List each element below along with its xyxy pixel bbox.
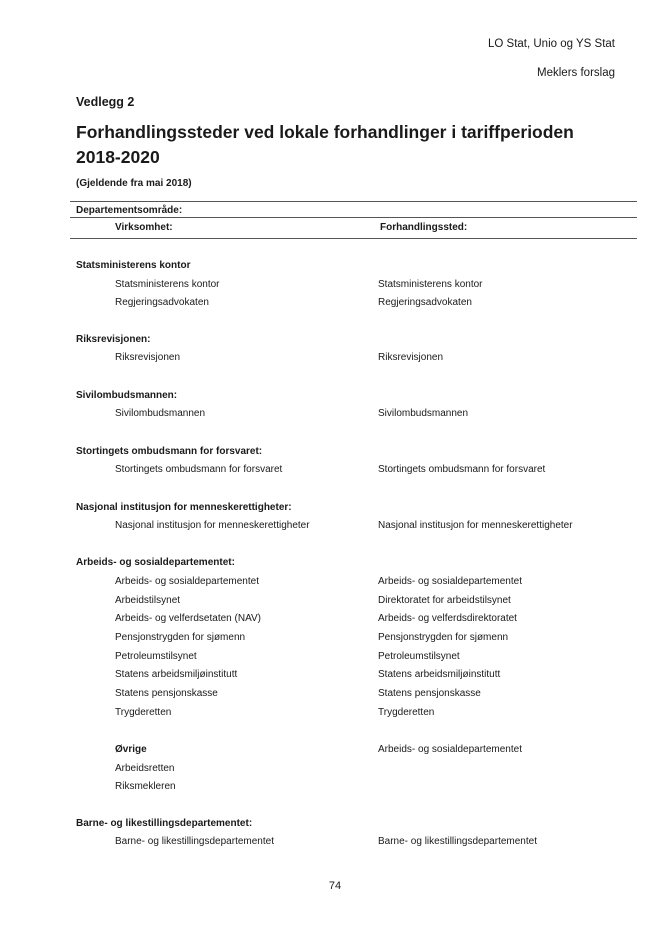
- section-heading: Riksrevisjonen:: [76, 334, 151, 345]
- place-cell: Nasjonal institusjon for menneskerettigheter: [378, 520, 573, 531]
- business-cell: Trygderetten: [115, 707, 172, 718]
- place-cell: Barne- og likestillingsdepartementet: [378, 836, 537, 847]
- business-cell: Statens pensjonskasse: [115, 688, 218, 699]
- table-mid-rule: [70, 217, 637, 218]
- business-cell: Nasjonal institusjon for menneskerettigheter: [115, 520, 310, 531]
- appendix-label: Vedlegg 2: [76, 95, 135, 109]
- place-cell: Arbeids- og sosialdepartementet: [378, 744, 522, 755]
- column-header-department-area: Departementsområde:: [76, 205, 183, 216]
- column-header-negotiation-place: Forhandlingssted:: [380, 222, 468, 233]
- header-proposal-line: Meklers forslag: [537, 67, 615, 79]
- business-cell: Arbeids- og velferdsetaten (NAV): [115, 613, 261, 624]
- business-cell: Sivilombudsmannen: [115, 408, 206, 419]
- header-org-line: LO Stat, Unio og YS Stat: [488, 38, 615, 50]
- place-cell: Statsministerens kontor: [378, 279, 483, 290]
- business-cell: Riksrevisjonen: [115, 352, 181, 363]
- page-subtitle: (Gjeldende fra mai 2018): [76, 178, 192, 189]
- place-cell: Trygderetten: [378, 707, 435, 718]
- place-cell: Petroleumstilsynet: [378, 651, 460, 662]
- place-cell: Arbeids- og velferdsdirektoratet: [378, 613, 517, 624]
- business-cell: Riksmekleren: [115, 781, 176, 792]
- section-heading: Nasjonal institusjon for menneskerettigheter:: [76, 502, 292, 513]
- section-heading: Sivilombudsmannen:: [76, 390, 178, 401]
- section-heading: Statsministerens kontor: [76, 260, 191, 271]
- place-cell: Stortingets ombudsmann for forsvaret: [378, 464, 546, 475]
- section-heading: Arbeids- og sosialdepartementet:: [76, 557, 235, 568]
- page-title: Forhandlingssteder ved lokale forhandlinger i tariffperioden 2018-2020: [76, 122, 574, 167]
- business-cell: Statens arbeidsmiljøinstitutt: [115, 669, 238, 680]
- table-header-bottom-rule: [70, 238, 637, 239]
- subgroup-heading-other: Øvrige: [115, 744, 147, 755]
- place-cell: Pensjonstrygden for sjømenn: [378, 632, 509, 643]
- business-cell: Arbeidstilsynet: [115, 595, 181, 606]
- business-cell: Regjeringsadvokaten: [115, 297, 209, 308]
- place-cell: Arbeids- og sosialdepartementet: [378, 576, 522, 587]
- business-cell: Statsministerens kontor: [115, 279, 220, 290]
- place-cell: Riksrevisjonen: [378, 352, 444, 363]
- place-cell: Direktoratet for arbeidstilsynet: [378, 595, 511, 606]
- place-cell: Statens pensjonskasse: [378, 688, 481, 699]
- business-cell: Barne- og likestillingsdepartementet: [115, 836, 274, 847]
- place-cell: Regjeringsadvokaten: [378, 297, 472, 308]
- business-cell: Arbeidsretten: [115, 763, 175, 774]
- section-heading: Barne- og likestillingsdepartementet:: [76, 818, 253, 829]
- place-cell: Sivilombudsmannen: [378, 408, 469, 419]
- column-header-business: Virksomhet:: [115, 222, 173, 233]
- business-cell: Petroleumstilsynet: [115, 651, 197, 662]
- business-cell: Arbeids- og sosialdepartementet: [115, 576, 259, 587]
- business-cell: Stortingets ombudsmann for forsvaret: [115, 464, 283, 475]
- place-cell: Statens arbeidsmiljøinstitutt: [378, 669, 501, 680]
- table-top-rule: [70, 201, 637, 202]
- section-heading: Stortingets ombudsmann for forsvaret:: [76, 446, 263, 457]
- page-number: 74: [328, 880, 342, 892]
- business-cell: Pensjonstrygden for sjømenn: [115, 632, 246, 643]
